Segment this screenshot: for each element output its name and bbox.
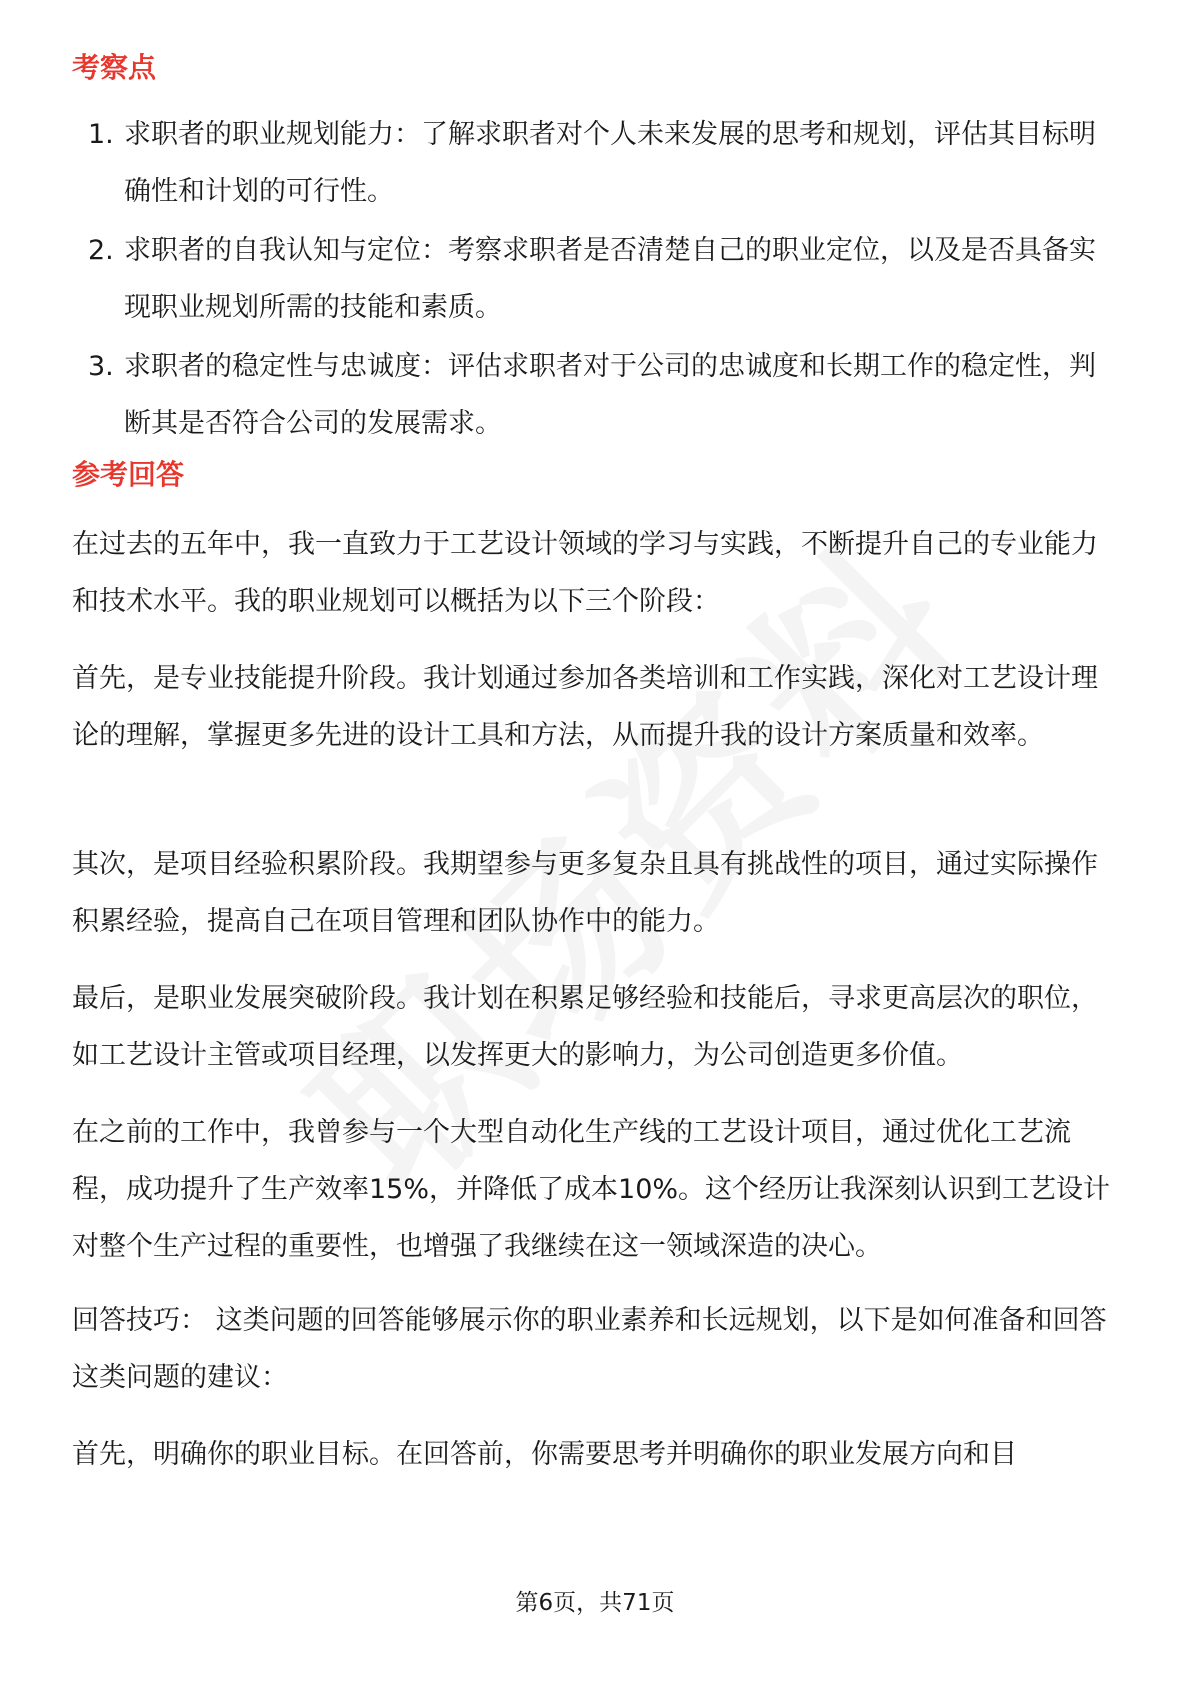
paragraph: 首先，是专业技能提升阶段。我计划通过参加各类培训和工作实践，深化对工艺设计理论的理解，掌握更多先进的设计工具和方法，从而提升我的设计方案质量和效率。 bbox=[72, 663, 1098, 751]
paragraph: 首先，明确你的职业目标。在回答前，你需要思考并明确你的职业发展方向和目 bbox=[72, 1439, 1017, 1470]
paragraph: 在过去的五年中，我一直致力于工艺设计领域的学习与实践，不断提升自己的专业能力和技术水平。我的职业规划可以概括为以下三个阶段： bbox=[72, 529, 1098, 617]
paragraph: 其次，是项目经验积累阶段。我期望参与更多复杂且具有挑战性的项目，通过实际操作积累经验，提高自己在项目管理和团队协作中的能力。 bbox=[72, 849, 1098, 937]
section-heading-reference-answer: 参考回答 bbox=[72, 458, 185, 491]
list-item bbox=[72, 106, 1122, 220]
list-item bbox=[72, 222, 1122, 336]
evaluation-points-list bbox=[72, 106, 1122, 454]
list-item-number: 2. bbox=[88, 235, 114, 266]
page-number: 第6页，共71页 bbox=[515, 1590, 675, 1616]
paragraph: 最后，是职业发展突破阶段。我计划在积累足够经验和技能后，寻求更高层次的职位，如工艺设计主管或项目经理，以发挥更大的影响力，为公司创造更多价值。 bbox=[72, 983, 1098, 1071]
paragraph: 回答技巧： 这类问题的回答能够展示你的职业素养和长远规划，以下是如何准备和回答这类问题的建议： bbox=[72, 1305, 1107, 1393]
list-item-number: 1. bbox=[88, 119, 114, 150]
paragraph: 在之前的工作中，我曾参与一个大型自动化生产线的工艺设计项目，通过优化工艺流程，成功提升了生产效率15%，并降低了成本10%。这个经历让我深刻认识到工艺设计对整个生产过程的重要性，也增强了我继续在这一领域深造的决心。 bbox=[72, 1117, 1111, 1262]
list-item bbox=[72, 338, 1122, 452]
list-item-text: 求职者的职业规划能力：了解求职者对个人未来发展的思考和规划，评估其目标明确性和计划的可行性。 bbox=[124, 119, 1096, 207]
list-item-text: 求职者的自我认知与定位：考察求职者是否清楚自己的职业定位，以及是否具备实现职业规划所需的技能和素质。 bbox=[124, 235, 1096, 323]
section-heading-evaluation-points: 考察点 bbox=[72, 51, 157, 84]
list-item-text: 求职者的稳定性与忠诚度：评估求职者对于公司的忠诚度和长期工作的稳定性，判断其是否符合公司的发展需求。 bbox=[124, 351, 1096, 439]
list-item-number: 3. bbox=[88, 351, 114, 382]
